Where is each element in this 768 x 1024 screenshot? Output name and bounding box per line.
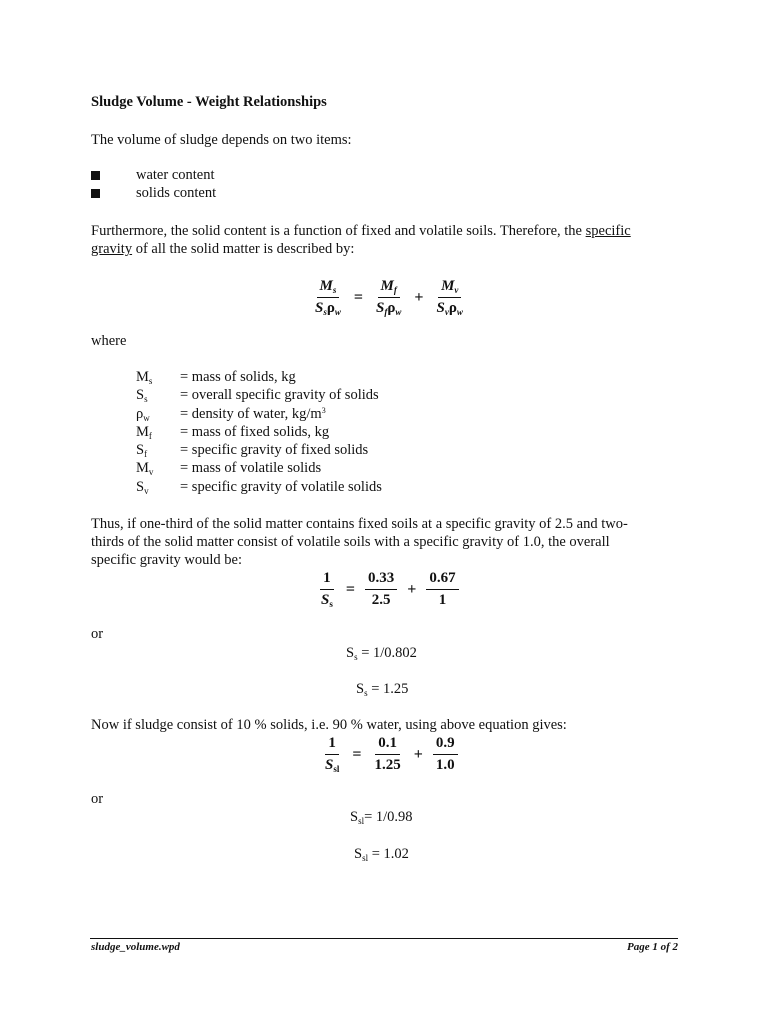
fraction-lhs: $\frac{M_s}{S_s\rho_w}$: [315, 278, 341, 317]
where-label: where: [91, 333, 127, 349]
paragraph-line: thirds of the solid matter consist of volatile soils with a specific gravity of 1.0, the overall: [91, 534, 610, 550]
document-title: Sludge Volume - Weight Relationships: [91, 94, 327, 110]
paragraph-line: [91, 240, 354, 258]
or-label: or: [91, 626, 104, 642]
or-label: or: [91, 791, 104, 807]
fraction-fixed: $\frac{0.33}{2.5}$: [365, 570, 397, 609]
fraction-water: $\frac{0.9}{1.0}$: [433, 735, 458, 774]
document-page: Sludge Volume - Weight Relationships The volume of sludge depends on two items: water content solids content Furthermore, the solid content is a function of fixed and volatile soils. Therefore, the specific gravity of all the solid matter is described by: $\frac{M_s}{S_s\rho_w}$ = $\frac{M_f}{S_f\rho_w}$ + $\frac{M_v}{S_v\rho_w}$ where $M_s$ = mass of solids, kg $S_s$ = overall specific gravity of solids $\rho_w$ = density of water, $kg/m^3$ $M_f$ = mass of fixed solids, kg $S_f$ = specific gravity of fixed solids $M_v$ = mass of volatile solids $S_v$ = specific gravity of volatile solids Thus, if one-third of the solid matter contains fixed soils at a specific gravity of 2.5 and two- thirds of the solid matter consist of volatile soils with a specific gravity of 1.0, the overall specific gravity would be: $\frac{1}{S_s}$ = $\frac{0.33}{2.5}$ + $\frac{0.67}{1}$ or $S_s = 1/0.802$ $S_s = 1.25$ Now if sludge consist of 10 % solids, i.e. 90 % water, using above equation gives: $\frac{1}{S_{sl}}$ = $\frac{0.1}{1.25}$ + $\frac{0.9}{1.0}$ or $S_{sl}= 1/0.98$ $S_{sl} = 1.02$ sludge_volume.wpd Page 1 of 2: [91, 94, 678, 953]
footer-page-number: Page 1 of 2: [626, 941, 678, 953]
footer-filename: sludge_volume.wpd: [91, 941, 180, 953]
plus-sign: +: [414, 288, 424, 306]
result-line: $S_{sl}= 1/0.98$: [350, 809, 413, 826]
fraction-volatile: $\frac{M_v}{S_v\rho_w}$: [436, 278, 463, 317]
paragraph-line: [91, 222, 631, 240]
equals-sign: =: [353, 288, 364, 306]
plus-sign: +: [407, 580, 417, 598]
paragraph-line: specific gravity would be:: [91, 552, 242, 568]
paragraph-text: Furthermore, the solid content is a function of fixed and volatile soils. Therefore, the: [91, 223, 586, 239]
equation-sludge-gravity: [322, 735, 458, 774]
equation-overall-gravity: [318, 570, 459, 609]
result-line: $S_s = 1/0.802$: [346, 645, 417, 662]
fraction-volatile: $\frac{0.67}{1}$: [426, 570, 458, 609]
equals-sign: =: [352, 745, 362, 763]
specific-gravity-link-part1: specific: [585, 223, 631, 239]
result-line: $S_{sl} = 1.02$: [354, 846, 409, 863]
plus-sign: +: [413, 745, 423, 763]
bullet-item-water: water content: [136, 167, 215, 183]
fraction-lhs: $\frac{1}{S_{sl}}$: [325, 735, 340, 774]
bullet-square-icon: [91, 171, 100, 180]
fraction-fixed: $\frac{M_f}{S_f\rho_w}$: [376, 278, 402, 317]
bullet-item-solids: solids content: [136, 185, 217, 201]
paragraph-line: Now if sludge consist of 10 % solids, i.e. 90 % water, using above equation gives:: [91, 717, 567, 733]
fraction-lhs: $\frac{1}{S_s}$: [321, 570, 333, 609]
bullet-square-icon: [91, 189, 100, 198]
specific-gravity-link-part2: gravity: [91, 241, 133, 257]
footer-divider: [90, 938, 678, 939]
paragraph-line: Thus, if one-third of the solid matter contains fixed soils at a specific gravity of 2.5 and two-: [91, 516, 628, 532]
equals-sign: =: [345, 580, 355, 598]
equation-specific-gravity: [312, 278, 466, 317]
intro-text: The volume of sludge depends on two items:: [91, 132, 352, 148]
paragraph-text: of all the solid matter is described by:: [132, 241, 355, 257]
result-line: $S_s = 1.25$: [356, 681, 409, 698]
fraction-solids: $\frac{0.1}{1.25}$: [374, 735, 401, 773]
